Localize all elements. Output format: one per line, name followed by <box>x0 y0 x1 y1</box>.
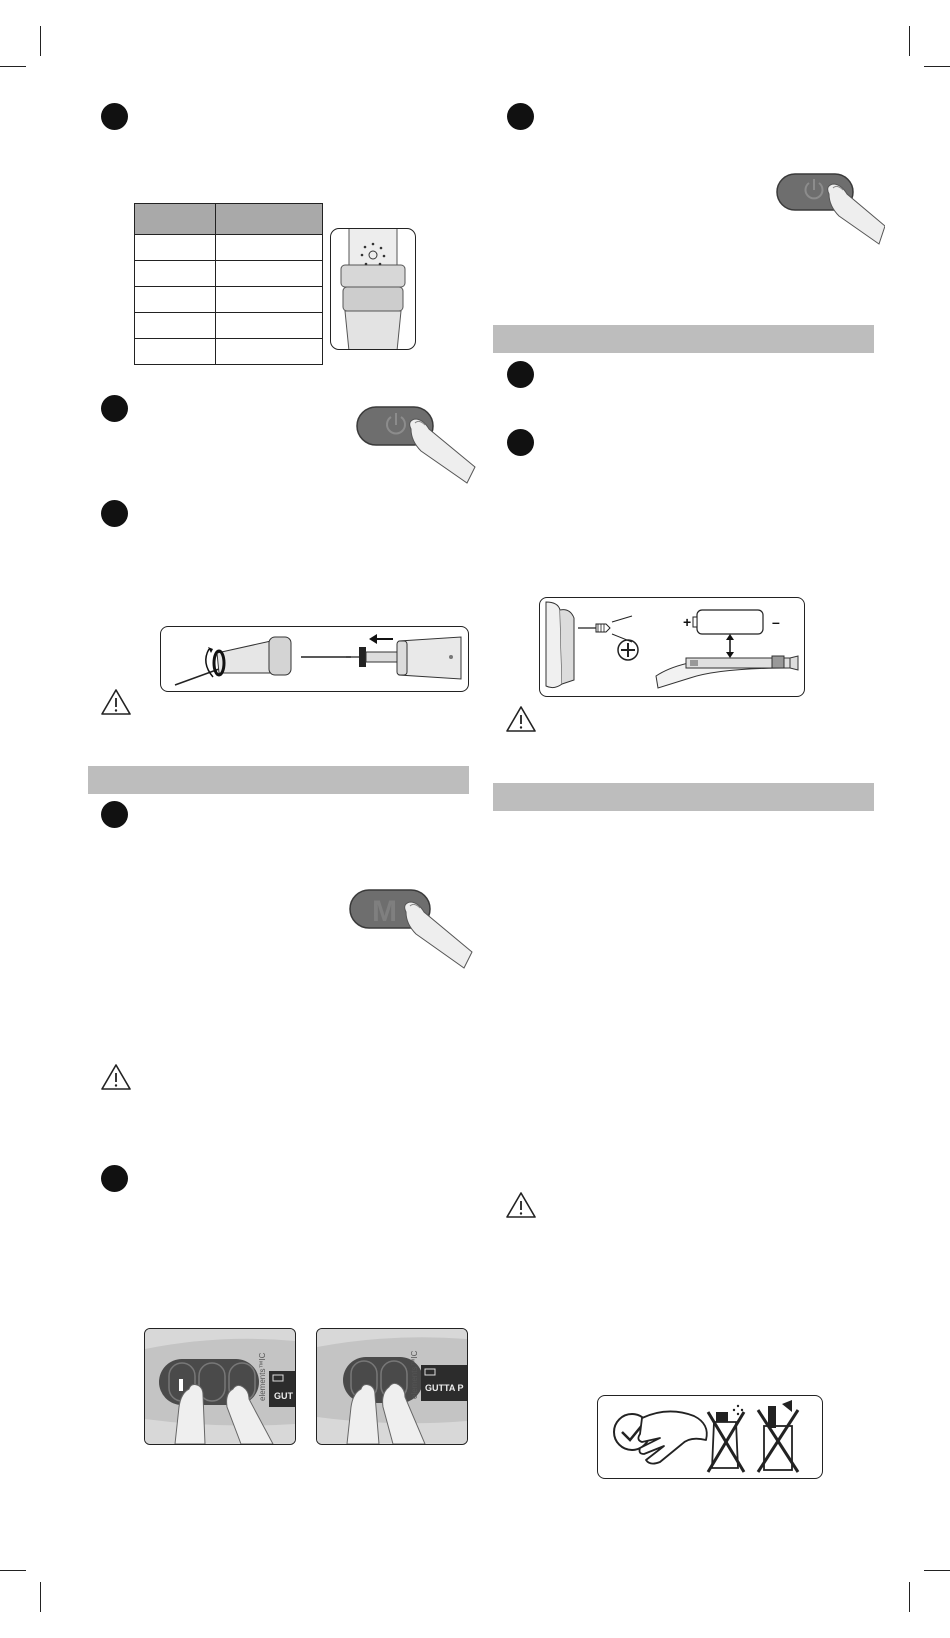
photo-1-screen-text: GUT <box>274 1391 293 1401</box>
section-bar-left <box>88 766 469 794</box>
warning-icon <box>100 1063 132 1091</box>
wipe-hand-icon <box>638 1411 706 1463</box>
section-bar-right-1 <box>493 325 874 353</box>
handpiece-led-illustration <box>330 228 416 350</box>
table-cell <box>216 235 323 261</box>
table-cell <box>216 287 323 313</box>
crop-mark-bottom-left-v <box>40 1582 41 1612</box>
table-cell <box>135 204 216 235</box>
table-cell <box>135 261 216 287</box>
photo-2-screen-text: GUTTA P <box>425 1383 464 1393</box>
battery-replacement-illustration <box>539 597 805 697</box>
handpiece-buttons-photo-2 <box>316 1328 468 1445</box>
power-button-press-illustration-right <box>775 172 885 252</box>
step-bullet-4 <box>101 801 128 828</box>
step-bullet-5 <box>101 1165 128 1192</box>
step-bullet-6 <box>507 103 534 130</box>
handpiece-buttons-photo-1 <box>144 1328 296 1445</box>
photo-2-brand-text: elements™IC <box>410 1350 419 1399</box>
step-bullet-2 <box>101 395 128 422</box>
table-cell <box>216 313 323 339</box>
warning-icon <box>505 1191 537 1219</box>
crop-mark-bottom-left-h <box>0 1570 26 1571</box>
crop-mark-top-right-h <box>924 66 950 67</box>
table-row <box>135 287 323 313</box>
no-spray-icon <box>708 1405 744 1472</box>
power-button-press-illustration <box>355 405 480 485</box>
crop-mark-bottom-right-h <box>924 1570 950 1571</box>
step-bullet-1 <box>101 103 128 130</box>
table-row <box>135 235 323 261</box>
table-row <box>135 261 323 287</box>
table-header-row <box>135 204 323 235</box>
step-bullet-3 <box>101 500 128 527</box>
crop-mark-top-right-v <box>909 26 910 56</box>
mode-button-press-illustration <box>348 888 478 970</box>
mode-button-label: M <box>372 895 397 928</box>
table-cell <box>135 287 216 313</box>
table-cell <box>216 261 323 287</box>
table-cell <box>135 339 216 365</box>
crop-mark-top-left-v <box>40 26 41 56</box>
settings-table <box>134 203 323 365</box>
file-insertion-illustration <box>160 626 469 692</box>
crop-mark-bottom-right-v <box>909 1582 910 1612</box>
cleaning-instructions-icons <box>597 1395 823 1479</box>
battery-minus-label: – <box>772 614 780 630</box>
photo-1-brand-text: elements™IC <box>258 1352 267 1401</box>
section-bar-right-2 <box>493 783 874 811</box>
warning-icon <box>505 705 537 733</box>
crop-mark-top-left-h <box>0 66 26 67</box>
table-cell <box>216 204 323 235</box>
no-immersion-icon <box>758 1400 798 1472</box>
table-cell <box>216 339 323 365</box>
step-bullet-8 <box>507 429 534 456</box>
battery-plus-label: + <box>683 614 692 630</box>
table-cell <box>135 313 216 339</box>
warning-icon <box>100 688 132 716</box>
table-row <box>135 339 323 365</box>
step-bullet-7 <box>507 361 534 388</box>
table-row <box>135 313 323 339</box>
table-cell <box>135 235 216 261</box>
